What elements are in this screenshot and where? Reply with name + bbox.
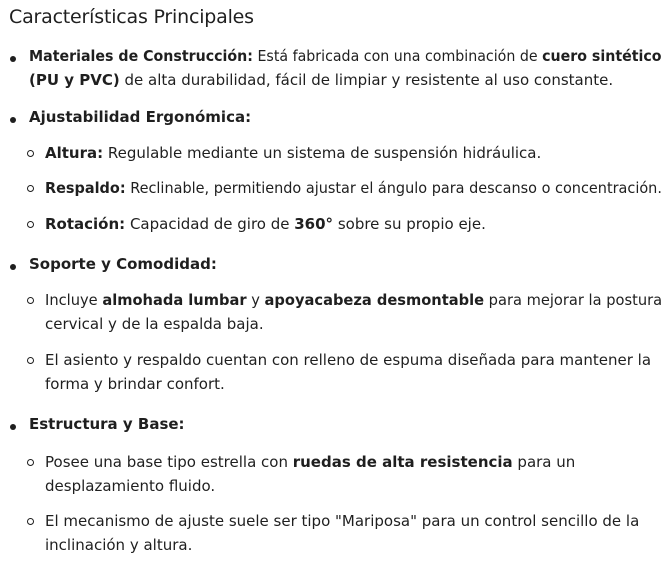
list-item-soporte-2-cont: forma y brindar confort. [45, 375, 225, 393]
list-item-estructura-2: El mecanismo de ajuste suele ser tipo "Mariposa" para un control sencillo de la [45, 512, 640, 530]
list-item-estructura-1: Posee una base tipo estrella con ruedas de alta resistencia para un [45, 453, 576, 471]
bullet-circle-icon [27, 518, 34, 525]
bullet-circle-icon [27, 459, 34, 466]
section-heading-ajustabilidad: Ajustabilidad Ergonómica: [29, 108, 252, 126]
bullet-circle-icon [27, 185, 34, 192]
list-item-soporte-1-cont: cervical y de la espalda baja. [45, 315, 264, 333]
bullet-circle-icon [27, 221, 34, 228]
list-item-estructura-2-cont: inclinación y altura. [45, 536, 193, 554]
list-item-respaldo: Respaldo: Reclinable, permitiendo ajustar el ángulo para descanso o concentración. [45, 179, 662, 197]
bullet-circle-icon [27, 150, 34, 157]
list-item-soporte-1: Incluye almohada lumbar y apoyacabeza desmontable para mejorar la postura [45, 291, 663, 309]
list-item-soporte-2: El asiento y respaldo cuentan con relleno de espuma diseñada para mantener la [45, 351, 652, 369]
bullet-disc-icon [10, 117, 16, 123]
bullet-disc-icon [10, 424, 16, 430]
bullet-disc-icon [10, 56, 16, 62]
bullet-circle-icon [27, 357, 34, 364]
section-heading-estructura: Estructura y Base: [29, 415, 185, 433]
bullet-disc-icon [10, 264, 16, 270]
bullet-circle-icon [27, 297, 34, 304]
section-heading-soporte: Soporte y Comodidad: [29, 255, 217, 273]
page-title: Características Principales [9, 6, 254, 28]
list-item-estructura-1-cont: desplazamiento fluido. [45, 477, 216, 495]
list-item-altura: Altura: Regulable mediante un sistema de suspensión hidráulica. [45, 144, 542, 162]
list-item-materiales: Materiales de Construcción: Está fabricada con una combinación de cuero sintético [29, 47, 662, 65]
list-item-rotacion: Rotación: Capacidad de giro de 360° sobre su propio eje. [45, 215, 486, 233]
list-item-materiales-cont: (PU y PVC) de alta durabilidad, fácil de limpiar y resistente al uso constante. [29, 71, 614, 89]
